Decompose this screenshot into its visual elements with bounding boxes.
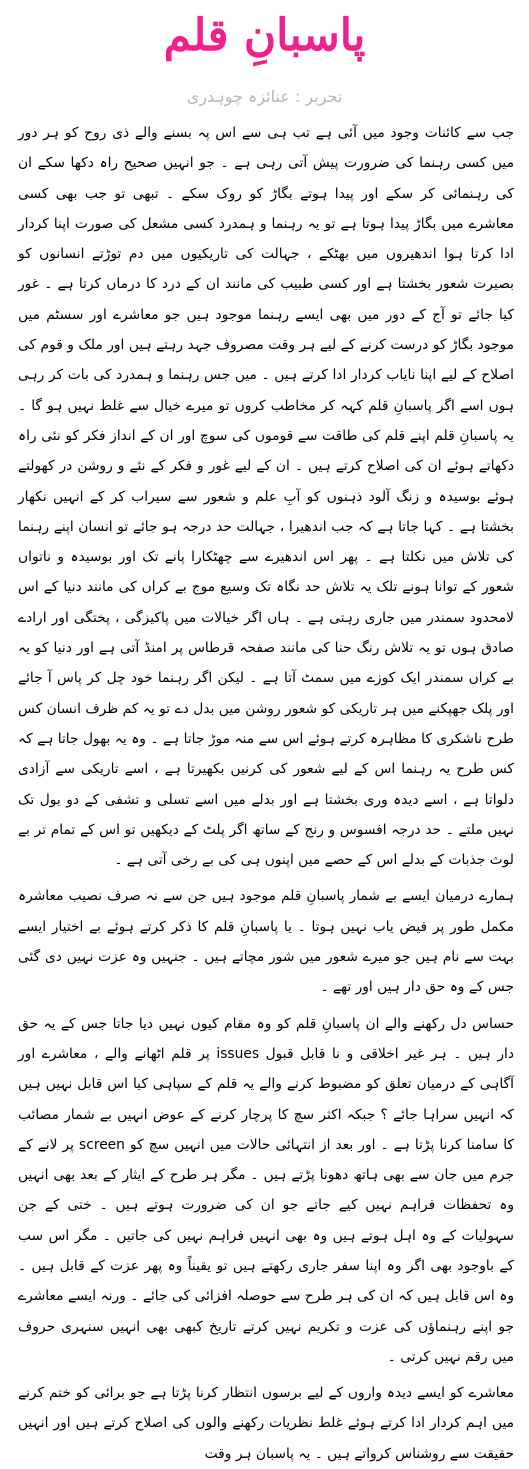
article-paragraph: حساس دل رکھنے والے ان پاسبانِ قلم کو وہ مقام کیوں نہیں دیا جاتا جس کے یہ حق دار ہیں ۔ ہر غیر اخلاقی و نا قابل قبول issues پر قلم اٹھانے والے ، معاشرے اور آگاہی کے درمیان تعلق کو مضبوط کرنے والے یہ قلم کے سپاہی کیا اس قابل نہیں ہیں کہ انہیں سراہا جائے ؟ جبکہ اکثر سچ کا پرچار کرنے کے عوض انہیں بے شمار مصائب کا سامنا کرنا پڑتا ہے ۔ اور بعد از انتہائی حالات میں انہیں سچ کو screen پر لانے کے جرم میں جان سے بھی ہاتھ دھونا پڑتے ہیں ۔ مگر ہر طرح کے ایثار کے بعد بھی انہیں وہ تحفظات فراہم نہیں کیے جاتے جو ان کی ضرورت ہوتے ہیں ۔ ختی کے جن سہولیات کے وہ اہل ہوتے ہیں وہ بھی انہیں فراہم نہیں کی جاتیں ۔ مگر اس سب کے باوجود بھی اگر وہ اپنا سفر جاری رکھتے ہیں تو یقیناً وہ پھر عزت کے قابل ہیں ۔ وہ اس قابل ہیں کہ ان کی ہر طرح سے حوصلہ افزائی کی جائے ۔ ورنہ ایسے معاشرے جو اپنے رہنماؤں کی عزت و تکریم نہیں کرتے تاریخ کبھی بھی انہیں سنہری حروف میں رقم نہیں کرتی ۔	[18, 1015, 515, 1365]
author-byline: تحریر : عنائزہ چوہدری	[186, 87, 343, 106]
article-paragraph: ہمارے درمیان ایسے بے شمار پاسبانِ قلم موجود ہیں جن سے نہ صرف نصیب معاشرہ مکمل طور پر فیض یاب نہیں ہوتا ۔ یا پاسبانِ قلم کا ذکر کرتے ہوئے بے اختیار ایسے بہت سے نام ہیں جو میرے شعور میں شور مچاتے ہیں ۔ جنہیں وہ عزت نہیں دی گئی جس کے وہ حق دار ہیں اور تھے ۔	[18, 888, 514, 996]
article-paragraph: جب سے کائنات وجود میں آئی ہے تب ہی سے اس پہ بسنے والے ذی روح کو ہر دور میں کسی رہنما کی ضرورت پیش آتی رہی ہے ۔ جو انہیں صحیح راہ دکھا سکے ان کی رہنمائی کر سکے اور پیدا ہوتے بگاڑ کو روک سکے ۔ تبھی تو جب بھی کسی معاشرے میں بگاڑ پیدا ہوتا ہے تو یہ رہنما و ہمدرد کسی مشعل کی صورت اپنا کردار ادا کرتا ہوا اندھیروں میں بھٹکے ، جہالت کی تاریکیوں میں دم توڑتے انسانوں کو بصیرت شعور بخشتا ہے اور کسی طبیب کی مانند ان کے درد کا درماں کرتا ہے ۔ غور کیا جائے تو آج کے دور میں بھی ایسے رہنما موجود ہیں جو معاشرے اور سسٹم میں موجود بگاڑ کو درست کرنے کے لیے ہر وقت مصروف جہد رہتے ہیں اور ملک و قوم کی اصلاح کے لیے اپنا نایاب کردار ادا کرتے ہیں ۔ میں جس رہنما و ہمدرد کی بات کر رہی ہوں اسے اگر پاسبانِ قلم کہہ کر مخاطب کروں تو میرے خیال سے غلط نہیں ہو گا ۔ یہ پاسبانِ قلم اپنے قلم کی طاقت سے قوموں کی سوچ اور ان کے انداز فکر کو نئی راہ دکھاتے ہوئے ان کی اصلاح کرتے ہیں ۔ ان کے لیے غور و فکر کے نئے و روشن در کھولتے ہوئے بوسیدہ و زنگ آلود ذہنوں کو آبِ علم و شعور سے سیراب کر کے انہیں نکھار بخشتا ہے ۔ کہا جاتا ہے کہ جب اندھیرا ، جہالت حد درجہ ہو جائے تو انسان اپنے رہنما کی تلاش میں نکلتا ہے ۔ پھر اس اندھیرے سے چھٹکارا پانے تک اور بوسیدہ و ناتواں شعور کے توانا ہونے تلک یہ تلاش حد نگاہ تک وسیع موج بے کراں کی مانند دنیا کے اس لامحدود سمندر میں جاری رہتی ہے ۔ ہاں اگر خیالات میں پاکیزگی ، پختگی اور ارادے صادق ہوں تو یہ تلاش رنگ حنا کی مانند صفحہ قرطاس پر امنڈ آتی ہے اور دنیا کو یہ بے کراں سمندر ایک کوزے میں سمٹ آتا ہے ۔ لیکن اگر رہنما خود چل کر پاس آ جائے اور پلک جھپکنے میں ہر تاریکی کو شعور روشن میں بدل دے تو یہ کم ظرف انسان کس طرح ناشکری کا مظاہرہ کرتے ہوئے اس سے منہ موڑ جاتا ہے ۔ وہ یہ بھول جاتا ہے کہ کس طرح یہ رہنما اس کے لیے شعور کی کرنیں بکھیرتا ہے ، اسے تاریکی سے آزادی دلواتا ہے ، اسے دیدہ وری بخشتا ہے اور بدلے میں اسے تسلی و تشفی کے دو بول تک نہیں ملتے ۔ حد درجہ افسوس و رنج کے ساتھ اگر پلٹ کے دیکھیں تو اس کے تمام تر بے لوث جذبات کے بدلے اس کے حصے میں اپنوں ہی کی بے رخی آتی ہے ۔	[18, 125, 514, 869]
article-title: پاسبانِ قلم	[163, 10, 366, 61]
article-paragraph: معاشرے کو ایسے دیدہ واروں کے لیے برسوں انتظار کرنا پڑتا ہے جو برائی کو ختم کرنے میں اہم کردار ادا کرتے ہوئے غلط نظریات رکھنے والوں کی اصلاح کرتے ہیں اور انہیں حقیقت سے روشناس کرواتے ہیں ۔ یہ پاسبان ہر وقت	[18, 1385, 514, 1462]
article-body	[18, 118, 515, 1462]
